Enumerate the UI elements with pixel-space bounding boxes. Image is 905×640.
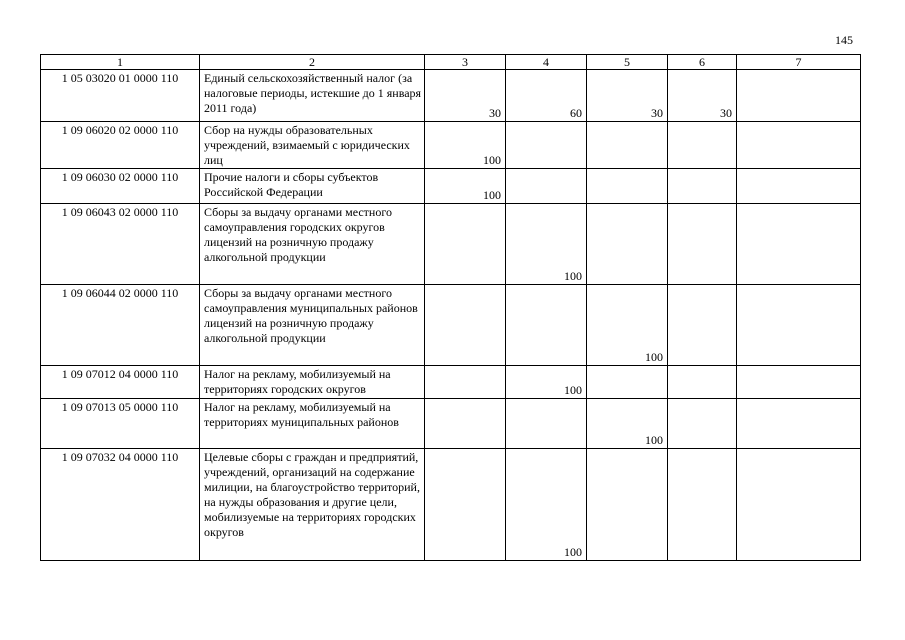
value-cell-col4: 60 [506,70,587,122]
value-cell-col3 [425,366,506,399]
value-cell-col6 [668,169,737,204]
value-cell-col6 [668,449,737,561]
revenue-name-cell: Сбор на нужды образовательных учреждений, взимаемый с юридических лиц [200,122,425,169]
value-cell-col6 [668,366,737,399]
revenue-name-cell: Сборы за выдачу органами местного самоуправления муниципальных районов лицензий на розничную продажу алкогольной продукции [200,285,425,366]
column-header: 3 [425,55,506,70]
value-cell-col3 [425,285,506,366]
value-cell-col5 [587,169,668,204]
value-cell-col7 [737,169,861,204]
value-cell-col4 [506,122,587,169]
table-row [41,366,861,399]
value-cell-col7 [737,285,861,366]
budget-code-cell: 1 09 06043 02 0000 110 [41,204,200,285]
value-cell-col6 [668,285,737,366]
revenue-name-cell: Целевые сборы с граждан и предприятий, учреждений, организаций на содержание милиции, на благоустройство территорий, на нужды образования и другие цели, мобилизуемые на территориях городских округов [200,449,425,561]
budget-code-cell: 1 09 06044 02 0000 110 [41,285,200,366]
revenue-name-cell: Прочие налоги и сборы субъектов Российской Федерации [200,169,425,204]
value-cell-col4 [506,285,587,366]
budget-table [40,54,861,561]
table-row [41,204,861,285]
value-cell-col7 [737,204,861,285]
value-cell-col6 [668,122,737,169]
value-cell-col3: 100 [425,169,506,204]
value-cell-col3 [425,399,506,449]
value-cell-col3 [425,204,506,285]
table-row [41,399,861,449]
value-cell-col5 [587,449,668,561]
value-cell-col6: 30 [668,70,737,122]
page-number: 145 [835,33,853,47]
value-cell-col6 [668,204,737,285]
table-row [41,285,861,366]
column-header: 7 [737,55,861,70]
budget-code-cell: 1 09 07032 04 0000 110 [41,449,200,561]
table-row [41,449,861,561]
value-cell-col5: 100 [587,285,668,366]
value-cell-col5: 100 [587,399,668,449]
column-header: 6 [668,55,737,70]
value-cell-col7 [737,399,861,449]
value-cell-col4 [506,399,587,449]
value-cell-col4: 100 [506,449,587,561]
value-cell-col7 [737,449,861,561]
budget-code-cell: 1 09 07013 05 0000 110 [41,399,200,449]
value-cell-col7 [737,70,861,122]
table-header-row [41,55,861,70]
revenue-name-cell: Сборы за выдачу органами местного самоуправления городских округов лицензий на розничную продажу алкогольной продукции [200,204,425,285]
table-row [41,70,861,122]
column-header: 5 [587,55,668,70]
value-cell-col3: 100 [425,122,506,169]
budget-code-cell: 1 09 06020 02 0000 110 [41,122,200,169]
value-cell-col6 [668,399,737,449]
value-cell-col4: 100 [506,366,587,399]
value-cell-col4 [506,169,587,204]
value-cell-col5 [587,122,668,169]
value-cell-col5 [587,366,668,399]
budget-code-cell: 1 05 03020 01 0000 110 [41,70,200,122]
revenue-name-cell: Налог на рекламу, мобилизуемый на территориях городских округов [200,366,425,399]
value-cell-col7 [737,366,861,399]
column-header: 1 [41,55,200,70]
value-cell-col7 [737,122,861,169]
value-cell-col3: 30 [425,70,506,122]
table-row [41,122,861,169]
column-header: 4 [506,55,587,70]
value-cell-col5: 30 [587,70,668,122]
budget-code-cell: 1 09 07012 04 0000 110 [41,366,200,399]
table-row [41,169,861,204]
revenue-name-cell: Единый сельскохозяйственный налог (за налоговые периоды, истекшие до 1 января 2011 года) [200,70,425,122]
value-cell-col5 [587,204,668,285]
value-cell-col4: 100 [506,204,587,285]
column-header: 2 [200,55,425,70]
revenue-name-cell: Налог на рекламу, мобилизуемый на территориях муниципальных районов [200,399,425,449]
value-cell-col3 [425,449,506,561]
budget-code-cell: 1 09 06030 02 0000 110 [41,169,200,204]
